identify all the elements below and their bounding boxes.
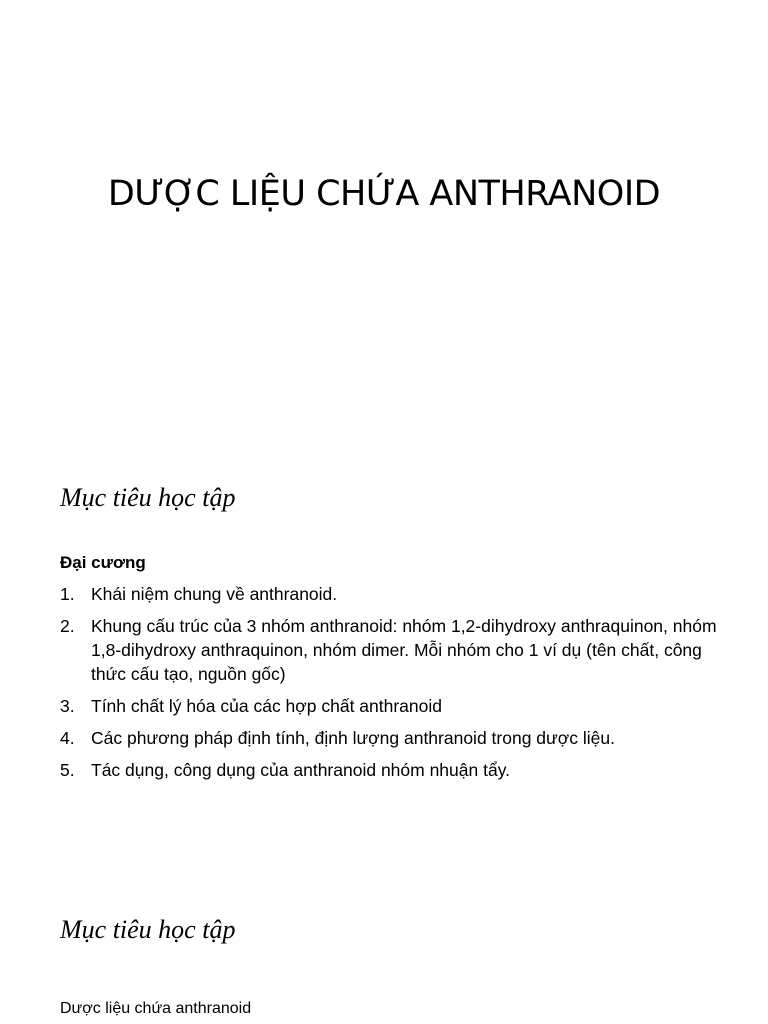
list-item-number: 5.: [60, 760, 75, 780]
list-item-text: Khung cấu trúc của 3 nhóm anthranoid: nhóm 1,2-dihydroxy anthraquinon, nhóm 1,8-dihydroxy anthraquinon, nhóm dimer. Mỗi nhóm cho 1 ví dụ (tên chất, công thức cấu tạo, nguồn gốc): [91, 616, 717, 684]
list-item-text: Các phương pháp định tính, định lượng anthranoid trong dược liệu.: [91, 728, 615, 748]
list-item: [60, 582, 720, 606]
list-item-number: 3.: [60, 696, 75, 716]
list-item-text: Khái niệm chung về anthranoid.: [91, 584, 338, 604]
list-item-number: 2.: [60, 616, 75, 636]
section-body-text: Dược liệu chứa anthranoid: [60, 1000, 252, 1017]
list-item: [60, 614, 720, 686]
list-item: [60, 694, 720, 718]
list-item-number: 4.: [60, 728, 75, 748]
list-item-text: Tính chất lý hóa của các hợp chất anthranoid: [91, 696, 442, 716]
sub-heading: Đại cương: [60, 553, 146, 572]
section-heading: Mục tiêu học tập: [60, 483, 236, 512]
slide-title: DƯỢC LIỆU CHỨA ANTHRANOID: [107, 174, 661, 214]
list-item-text: Tác dụng, công dụng của anthranoid nhóm nhuận tẩy.: [91, 760, 511, 780]
section-heading: Mục tiêu học tập: [60, 915, 236, 944]
objective-list: [60, 582, 720, 790]
list-item: [60, 726, 720, 750]
list-item-number: 1.: [60, 584, 75, 604]
list-item: [60, 758, 720, 782]
